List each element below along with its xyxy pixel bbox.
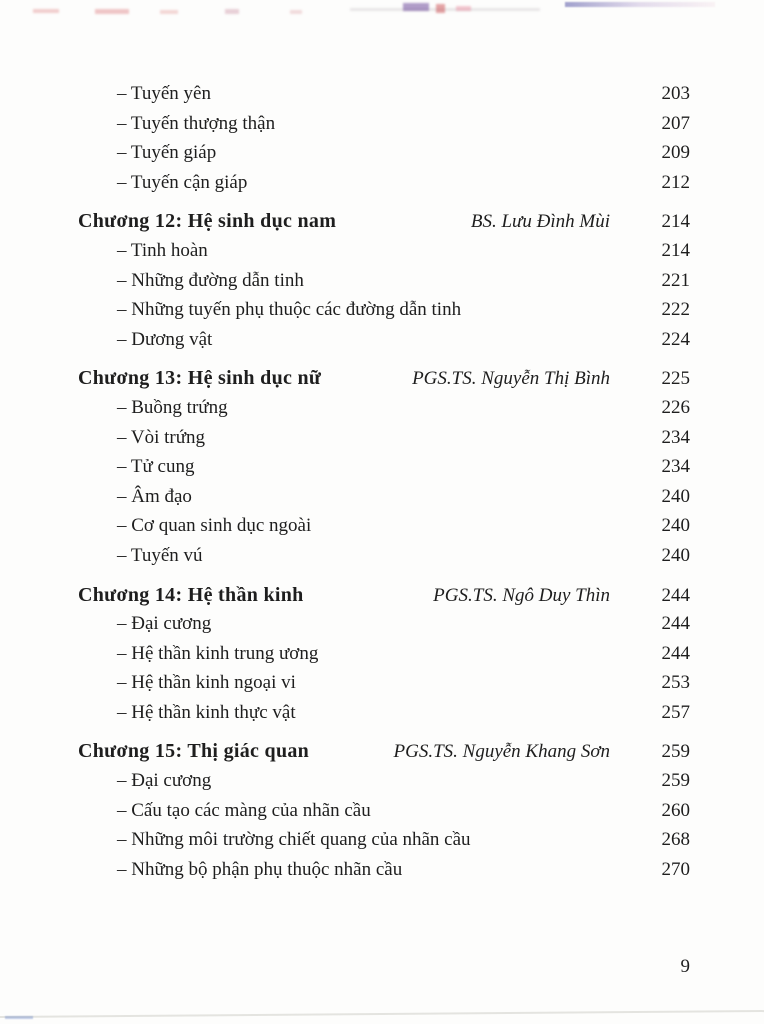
toc-entry-author: BS. Lưu Đình Mùi: [470, 211, 610, 233]
toc-entry-page: 221: [661, 269, 690, 291]
toc-entry-label: – Vòi trứng: [117, 426, 206, 448]
toc-entry-page: 203: [661, 83, 690, 104]
toc-row: [78, 367, 690, 397]
toc-row: [78, 172, 690, 202]
toc-entry-label: Chương 14: Hệ thần kinh: [78, 583, 304, 606]
toc-entry-label: – Đại cương: [117, 613, 212, 635]
toc-entry-page: 214: [661, 239, 690, 261]
toc-entry-page: 260: [661, 799, 690, 821]
toc-entry-page: 257: [661, 701, 690, 723]
toc-entry-page: 240: [661, 544, 690, 566]
toc-entry-label: – Những bộ phận phụ thuộc nhãn cầu: [117, 858, 403, 880]
toc-row: [78, 584, 690, 614]
scan-artifact: [225, 9, 239, 14]
toc-entry-label: – Những môi trường chiết quang của nhãn cầu: [117, 829, 471, 851]
toc-entry-label: – Tuyến vú: [117, 544, 203, 566]
toc-entry-page: 214: [661, 211, 690, 233]
toc-entry-page: 207: [661, 112, 690, 134]
toc-entry-label: – Dương vật: [117, 328, 213, 350]
toc-row: [78, 299, 690, 329]
toc-entry-label: – Tuyến thượng thận: [117, 112, 276, 134]
toc-row: [78, 210, 690, 240]
scan-artifact: [436, 4, 445, 13]
toc-entry-label: – Hệ thần kinh ngoại vi: [117, 672, 296, 694]
toc-row: [78, 270, 690, 300]
toc-entry-label: Chương 15: Thị giác quan: [78, 740, 310, 763]
scan-artifact: [33, 9, 59, 13]
toc-entry-label: – Tinh hoàn: [117, 239, 208, 261]
toc-row: [78, 740, 690, 770]
toc-entry-page: 244: [661, 642, 690, 664]
toc-entry-page: 259: [661, 770, 690, 792]
scan-edge-shadow: [0, 1010, 764, 1018]
toc-row: [78, 240, 690, 270]
toc-entry-label: Chương 12: Hệ sinh dục nam: [78, 210, 337, 233]
toc-row: [78, 515, 690, 545]
toc-row: [78, 486, 690, 516]
toc-entry-page: 234: [661, 456, 690, 478]
toc-entry-page: 226: [661, 396, 690, 418]
table-of-contents: [78, 83, 690, 888]
toc-entry-author: PGS.TS. Nguyễn Khang Sơn: [393, 741, 610, 763]
scan-artifact: [350, 8, 540, 11]
toc-entry-author: PGS.TS. Nguyễn Thị Bình: [412, 368, 610, 390]
toc-row: [78, 113, 690, 143]
toc-row: [78, 829, 690, 859]
toc-row: [78, 427, 690, 457]
toc-entry-page: 253: [661, 672, 690, 694]
toc-entry-page: 224: [661, 328, 690, 350]
toc-entry-label: – Cơ quan sinh dục ngoài: [117, 515, 312, 537]
toc-row: [78, 643, 690, 673]
toc-entry-label: – Những đường dẫn tinh: [117, 269, 304, 291]
toc-entry-label: – Hệ thần kinh thực vật: [117, 701, 296, 723]
scan-artifact: [5, 1016, 33, 1019]
toc-entry-author: PGS.TS. Ngô Duy Thìn: [433, 584, 610, 606]
toc-entry-label: – Tuyến yên: [117, 83, 211, 104]
toc-row: [78, 702, 690, 732]
toc-row: [78, 613, 690, 643]
toc-entry-page: 240: [661, 485, 690, 507]
toc-row: [78, 672, 690, 702]
toc-row: [78, 456, 690, 486]
toc-entry-page: 244: [661, 613, 690, 635]
toc-entry-page: 268: [661, 829, 690, 851]
scan-artifact: [565, 2, 715, 7]
scan-artifact: [160, 10, 178, 14]
toc-entry-page: 212: [661, 171, 690, 193]
toc-entry-label: – Tử cung: [117, 456, 195, 478]
toc-entry-page: 259: [661, 741, 690, 763]
toc-entry-page: 222: [661, 299, 690, 321]
scan-artifact: [403, 3, 429, 11]
toc-entry-page: 270: [661, 858, 690, 880]
scan-artifact: [456, 6, 471, 11]
toc-row: [78, 545, 690, 575]
toc-entry-page: 225: [661, 368, 690, 390]
toc-entry-label: – Âm đạo: [117, 485, 192, 507]
toc-entry-page: 234: [661, 426, 690, 448]
toc-row: [78, 83, 690, 113]
toc-row: [78, 329, 690, 359]
toc-entry-page: 209: [661, 142, 690, 164]
toc-entry-page: 240: [661, 515, 690, 537]
toc-entry-label: – Đại cương: [117, 770, 212, 792]
toc-entry-label: – Cấu tạo các màng của nhãn cầu: [117, 799, 371, 821]
toc-row: [78, 800, 690, 830]
toc-entry-label: – Hệ thần kinh trung ương: [117, 642, 319, 664]
toc-row: [78, 142, 690, 172]
toc-entry-label: – Buồng trứng: [117, 396, 228, 418]
scan-artifact: [290, 10, 302, 14]
toc-entry-label: Chương 13: Hệ sinh dục nữ: [78, 367, 322, 390]
toc-entry-label: – Những tuyến phụ thuộc các đường dẫn tinh: [117, 299, 462, 321]
toc-entry-label: – Tuyến cận giáp: [117, 171, 248, 193]
page-number: 9: [680, 956, 690, 977]
toc-row: [78, 397, 690, 427]
scan-artifact: [95, 9, 129, 14]
toc-row: [78, 859, 690, 889]
toc-row: [78, 770, 690, 800]
toc-entry-page: 244: [661, 584, 690, 606]
toc-entry-label: – Tuyến giáp: [117, 142, 217, 164]
